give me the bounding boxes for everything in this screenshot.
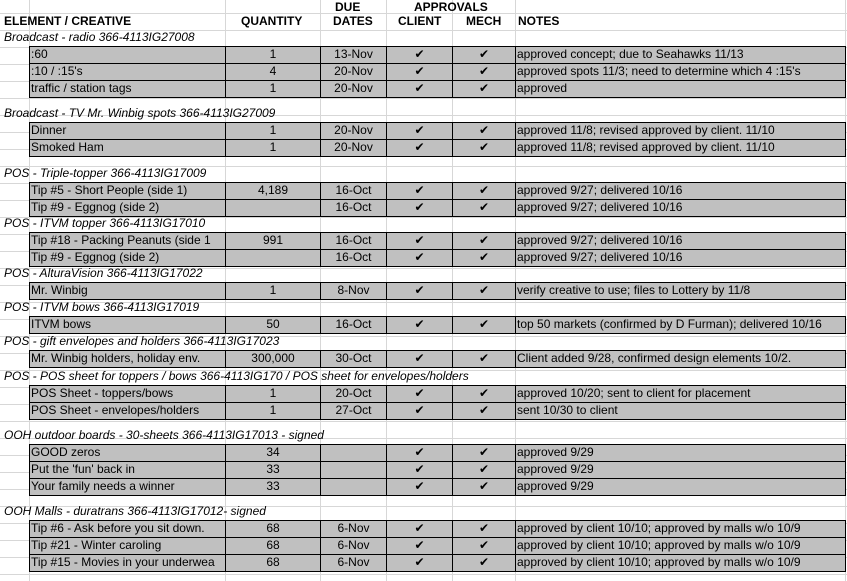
due-date-cell[interactable]: 16-Oct [335,250,372,264]
section-title[interactable]: Broadcast - TV Mr. Winbig spots 366-4113IG27009 [4,106,276,120]
mech-approval-check[interactable]: ✔ [478,140,490,154]
notes-cell[interactable]: approved by client 10/10; approved by malls w/o 10/9 [517,538,801,552]
client-approval-check[interactable]: ✔ [414,200,425,214]
notes-cell[interactable]: top 50 markets (confirmed by D Furman); delivered 10/16 [517,317,822,331]
client-approval-check[interactable]: ✔ [414,403,425,417]
creative-name-cell[interactable]: Mr. Winbig holders, holiday env. [31,351,201,365]
quantity-cell[interactable]: 1 [269,123,277,137]
due-date-cell[interactable] [321,478,386,495]
creative-name-cell[interactable]: Tip #6 - Ask before you sit down. [31,521,205,535]
section-title[interactable]: POS - Triple-topper 366-4113IG17009 [4,166,207,180]
due-date-cell[interactable]: 16-Oct [335,317,372,331]
client-approval-check[interactable]: ✔ [414,183,425,197]
quantity-cell[interactable]: 1 [269,283,277,297]
creative-name-cell[interactable]: Put the 'fun' back in [31,462,135,476]
mech-approval-check[interactable]: ✔ [478,81,490,95]
header-approvals[interactable]: APPROVALS [414,0,488,14]
creative-name-cell[interactable]: ITVM bows [31,317,92,331]
due-date-cell[interactable]: 16-Oct [335,233,372,247]
creative-name-cell[interactable]: POS Sheet - toppers/bows [31,386,174,400]
mech-approval-check[interactable]: ✔ [478,47,490,61]
client-approval-check[interactable]: ✔ [414,64,425,78]
mech-approval-check[interactable]: ✔ [478,351,490,365]
creative-name-cell[interactable]: Tip #9 - Eggnog (side 2) [31,250,160,264]
client-approval-check[interactable]: ✔ [414,317,425,331]
header-due-line2[interactable]: DATES [333,14,373,28]
due-date-cell[interactable]: 27-Oct [335,403,372,417]
quantity-cell[interactable] [226,249,320,266]
due-date-cell[interactable]: 20-Nov [334,81,373,95]
due-date-cell[interactable]: 6-Nov [337,555,370,569]
client-approval-check[interactable]: ✔ [414,462,425,476]
creative-name-cell[interactable]: Tip #5 - Short People (side 1) [31,183,188,197]
notes-cell[interactable]: approved 9/27; delivered 10/16 [517,200,683,214]
notes-cell[interactable]: approved concept; due to Seahawks 11/13 [517,47,744,61]
notes-cell[interactable]: Client added 9/28, confirmed design elements 10/2. [517,351,792,365]
client-approval-check[interactable]: ✔ [414,47,425,61]
section-title[interactable]: OOH outdoor boards - 30-sheets 366-4113IG17013 - signed [4,428,324,442]
due-date-cell[interactable]: 16-Oct [335,200,372,214]
client-approval-check[interactable]: ✔ [414,283,425,297]
creative-name-cell[interactable]: Tip #21 - Winter caroling [31,538,162,552]
client-approval-check[interactable]: ✔ [414,233,425,247]
client-approval-check[interactable]: ✔ [414,250,425,264]
quantity-cell[interactable] [226,199,320,216]
creative-name-cell[interactable]: Smoked Ham [31,140,104,154]
client-approval-check[interactable]: ✔ [414,386,425,400]
header-due-line1[interactable]: DUE [335,0,361,14]
notes-cell[interactable]: verify creative to use; files to Lottery by 11/8 [517,283,751,297]
client-approval-check[interactable]: ✔ [414,123,425,137]
notes-cell[interactable]: approved 9/29 [517,462,594,476]
client-approval-check[interactable]: ✔ [414,538,425,552]
quantity-cell[interactable]: 1 [269,47,277,61]
notes-cell[interactable]: approved by client 10/10; approved by malls w/o 10/9 [517,555,801,569]
creative-name-cell[interactable]: Tip #9 - Eggnog (side 2) [31,200,160,214]
section-title[interactable]: POS - gift envelopes and holders 366-4113IG17023 [4,334,280,348]
quantity-cell[interactable]: 1 [269,81,277,95]
quantity-cell[interactable]: 34 [266,445,280,459]
client-approval-check[interactable]: ✔ [414,351,425,365]
quantity-cell[interactable]: 68 [266,521,280,535]
quantity-cell[interactable]: 991 [262,233,284,247]
creative-name-cell[interactable]: Your family needs a winner [31,479,175,493]
notes-cell[interactable]: sent 10/30 to client [517,403,618,417]
client-approval-check[interactable]: ✔ [414,81,425,95]
mech-approval-check[interactable]: ✔ [478,538,490,552]
mech-approval-check[interactable]: ✔ [478,317,490,331]
grid-row-line [0,421,847,422]
notes-cell[interactable]: approved 11/8; revised approved by client. 11/10 [517,140,775,154]
due-date-cell[interactable]: 6-Nov [337,521,370,535]
client-approval-check[interactable]: ✔ [414,445,425,459]
section-title[interactable]: POS - AlturaVision 366-4113IG17022 [4,266,203,280]
mech-approval-check[interactable]: ✔ [478,445,490,459]
client-approval-check[interactable]: ✔ [414,521,425,535]
notes-cell[interactable]: approved 10/20; sent to client for placement [517,386,751,400]
section-title[interactable]: Broadcast - radio 366-4113IG27008 [4,30,195,44]
section-title[interactable]: POS - POS sheet for toppers / bows 366-4113IG170 / POS sheet for envelopes/holders [4,369,469,383]
notes-cell[interactable]: approved 9/27; delivered 10/16 [517,250,683,264]
quantity-cell[interactable]: 68 [266,555,280,569]
due-date-cell[interactable]: 20-Oct [335,386,372,400]
notes-cell[interactable]: approved 11/8; revised approved by client. 11/10 [517,123,775,137]
mech-approval-check[interactable]: ✔ [478,479,490,493]
mech-approval-check[interactable]: ✔ [478,183,490,197]
client-approval-check[interactable]: ✔ [414,140,425,154]
quantity-cell[interactable]: 300,000 [251,351,295,365]
mech-approval-check[interactable]: ✔ [478,462,490,476]
due-date-cell[interactable] [321,444,386,461]
notes-cell[interactable]: approved by client 10/10; approved by malls w/o 10/9 [517,521,801,535]
quantity-cell[interactable]: 33 [266,479,280,493]
due-date-cell[interactable]: 8-Nov [337,283,370,297]
creative-name-cell[interactable]: POS Sheet - envelopes/holders [31,403,200,417]
quantity-cell[interactable]: 1 [269,386,277,400]
creative-name-cell[interactable]: :10 / :15's [31,64,83,78]
creative-name-cell[interactable]: :60 [31,47,48,61]
mech-approval-check[interactable]: ✔ [478,123,490,137]
header-quantity[interactable]: QUANTITY [241,14,303,28]
section-title[interactable]: POS - ITVM topper 366-4113IG17010 [4,216,206,230]
creative-name-cell[interactable]: Tip #18 - Packing Peanuts (side 1 [31,233,211,247]
creative-name-cell[interactable]: Dinner [31,123,67,137]
header-client[interactable]: CLIENT [398,14,442,28]
grid-row-line [0,574,847,575]
quantity-cell[interactable]: 1 [269,140,277,154]
mech-approval-check[interactable]: ✔ [478,200,490,214]
notes-cell[interactable]: approved 9/27; delivered 10/16 [517,233,683,247]
mech-approval-check[interactable]: ✔ [478,521,490,535]
due-date-cell[interactable]: 20-Nov [334,64,373,78]
quantity-cell[interactable]: 1 [269,403,277,417]
notes-cell[interactable]: approved [517,81,568,95]
mech-approval-check[interactable]: ✔ [478,386,490,400]
client-approval-check[interactable]: ✔ [414,479,425,493]
quantity-cell[interactable]: 4,189 [257,183,289,197]
due-date-cell[interactable]: 20-Nov [334,123,373,137]
quantity-cell[interactable]: 33 [266,462,280,476]
mech-approval-check[interactable]: ✔ [478,250,490,264]
creative-name-cell[interactable]: traffic / station tags [31,81,132,95]
due-date-cell[interactable]: 16-Oct [335,183,372,197]
header-element[interactable]: ELEMENT / CREATIVE [4,14,132,28]
due-date-cell[interactable]: 20-Nov [334,140,373,154]
quantity-cell[interactable]: 4 [269,64,277,78]
creative-name-cell[interactable]: GOOD zeros [31,445,101,459]
mech-approval-check[interactable]: ✔ [478,555,490,569]
section-title[interactable]: POS - ITVM bows 366-4113IG17019 [4,300,200,314]
due-date-cell[interactable]: 6-Nov [337,538,370,552]
mech-approval-check[interactable]: ✔ [478,403,490,417]
due-date-cell[interactable]: 13-Nov [334,47,373,61]
section-title[interactable]: OOH Malls - duratrans 366-4113IG17012- signed [4,504,266,518]
header-notes[interactable]: NOTES [518,14,560,28]
creative-name-cell[interactable]: Tip #15 - Movies in your underwea [31,555,215,569]
mech-approval-check[interactable]: ✔ [478,233,490,247]
mech-approval-check[interactable]: ✔ [478,283,490,297]
mech-approval-check[interactable]: ✔ [478,64,490,78]
quantity-cell[interactable]: 68 [266,538,280,552]
notes-cell[interactable]: approved 9/27; delivered 10/16 [517,183,683,197]
quantity-cell[interactable]: 50 [266,317,280,331]
creative-name-cell[interactable]: Mr. Winbig [31,283,88,297]
header-mech[interactable]: MECH [466,14,502,28]
notes-cell[interactable]: approved spots 11/3; need to determine which 4 :15's [517,64,801,78]
due-date-cell[interactable]: 30-Oct [335,351,372,365]
client-approval-check[interactable]: ✔ [414,555,425,569]
due-date-cell[interactable] [321,461,386,478]
grid-row-line [0,98,847,99]
notes-cell[interactable]: approved 9/29 [517,479,594,493]
notes-cell[interactable]: approved 9/29 [517,445,594,459]
